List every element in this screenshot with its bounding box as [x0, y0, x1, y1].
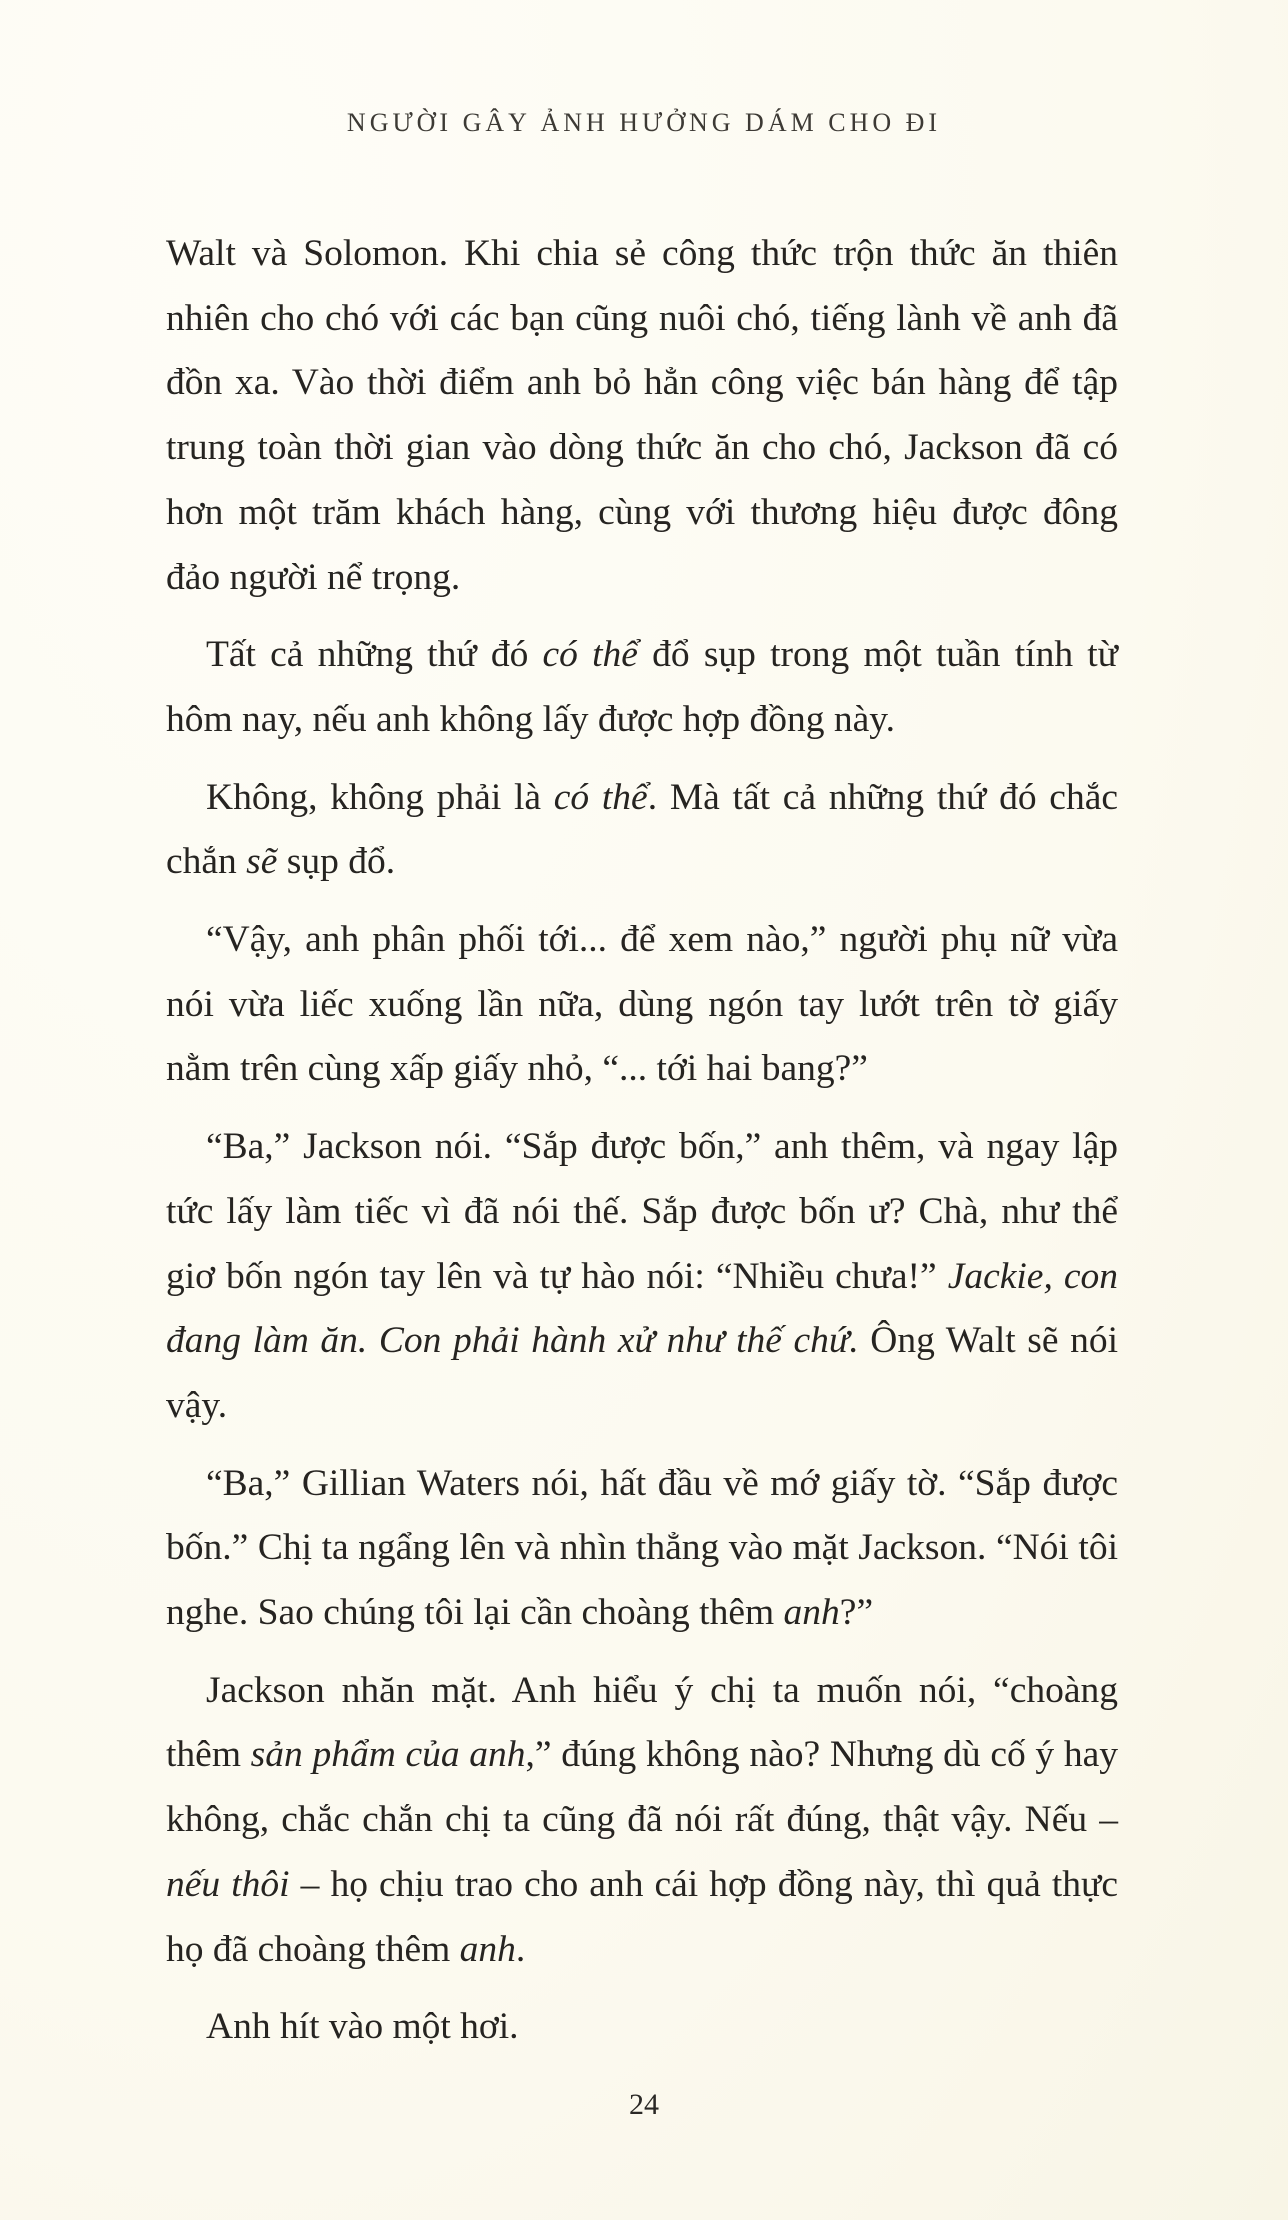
- text-run: ?”: [839, 1592, 874, 1634]
- paragraph: [166, 222, 1118, 610]
- text-run: đổ sụp trong một tuần tính từ hôm nay, nếu anh không lấy được hợp đồng này.: [166, 634, 1118, 740]
- paragraph: [166, 623, 1118, 752]
- paragraph: [166, 1659, 1118, 1983]
- italic-text: sản phẩm của anh: [250, 1734, 526, 1776]
- text-run: ,” đúng không nào? Nhưng dù cố ý hay không, chắc chắn chị ta cũng đã nói rất đúng, thật vậy. Nếu –: [166, 1734, 1118, 1841]
- text-run: “Ba,” Gillian Waters nói, hất đầu về mớ giấy tờ. “Sắp được bốn.” Chị ta ngẩng lên và nhìn thẳng vào mặt Jackson. “Nói tôi nghe. Sao chúng tôi lại cần choàng thêm: [166, 1462, 1118, 1634]
- text-run: Walt và Solomon. Khi chia sẻ công thức trộn thức ăn thiên nhiên cho chó với các bạn cũng nuôi chó, tiếng lành về anh đã đồn xa. Vào thời điểm anh bỏ hẳn công việc bán hàng để tập trung toàn thời gian vào dòng thức ăn cho chó, Jackson đã có hơn một trăm khách hàng, cùng với thương hiệu được đông đảo người nể trọng.: [166, 233, 1118, 598]
- italic-text: nếu thôi: [166, 1863, 290, 1905]
- page-number: 24: [629, 2088, 659, 2121]
- italic-text: anh: [459, 1928, 516, 1970]
- text-run: Ông Walt sẽ nói vậy.: [166, 1320, 1118, 1426]
- text-run: “Vậy, anh phân phối tới... để xem nào,” người phụ nữ vừa nói vừa liếc xuống lần nữa, dùng ngón tay lướt trên tờ giấy nằm trên cùng xấp giấy nhỏ, “... tới hai bang?”: [166, 919, 1118, 1090]
- italic-text: có thể: [553, 776, 648, 818]
- running-header: NGƯỜI GÂY ẢNH HƯỞNG DÁM CHO ĐI: [346, 108, 942, 137]
- paragraph: [166, 908, 1118, 1102]
- text-run: .: [515, 1928, 526, 1970]
- text-run: Không, không phải là: [206, 776, 554, 818]
- text-run: – họ chịu trao cho anh cái hợp đồng này, thì quả thực họ đã choàng thêm: [166, 1863, 1118, 1970]
- body-text: [166, 222, 1118, 2073]
- text-run: sụp đổ.: [277, 841, 396, 883]
- italic-text: sẽ: [246, 841, 278, 883]
- text-run: “Ba,” Jackson nói. “Sắp được bốn,” anh thêm, và ngay lập tức lấy làm tiếc vì đã nói thế. Sắp được bốn ư? Chà, như thể giơ bốn ngón tay lên và tự hào nói: “Nhiều chưa!”: [166, 1126, 1118, 1297]
- text-run: Tất cả những thứ đó: [206, 634, 543, 676]
- italic-text: anh: [783, 1592, 840, 1634]
- italic-text: có thể: [542, 634, 638, 676]
- italic-text: Jackie, con đang làm ăn. Con phải hành xử như thế chứ.: [166, 1255, 1119, 1362]
- paragraph: [166, 766, 1118, 895]
- text-run: . Mà tất cả những thứ đó chắc chắn: [166, 776, 1118, 883]
- text-run: Anh hít vào một hơi.: [206, 2006, 519, 2048]
- paragraph: [166, 1452, 1118, 1646]
- paragraph: [166, 1995, 1118, 2060]
- text-run: Jackson nhăn mặt. Anh hiểu ý chị ta muốn nói, “choàng thêm: [166, 1669, 1118, 1776]
- paragraph: [166, 1115, 1118, 1439]
